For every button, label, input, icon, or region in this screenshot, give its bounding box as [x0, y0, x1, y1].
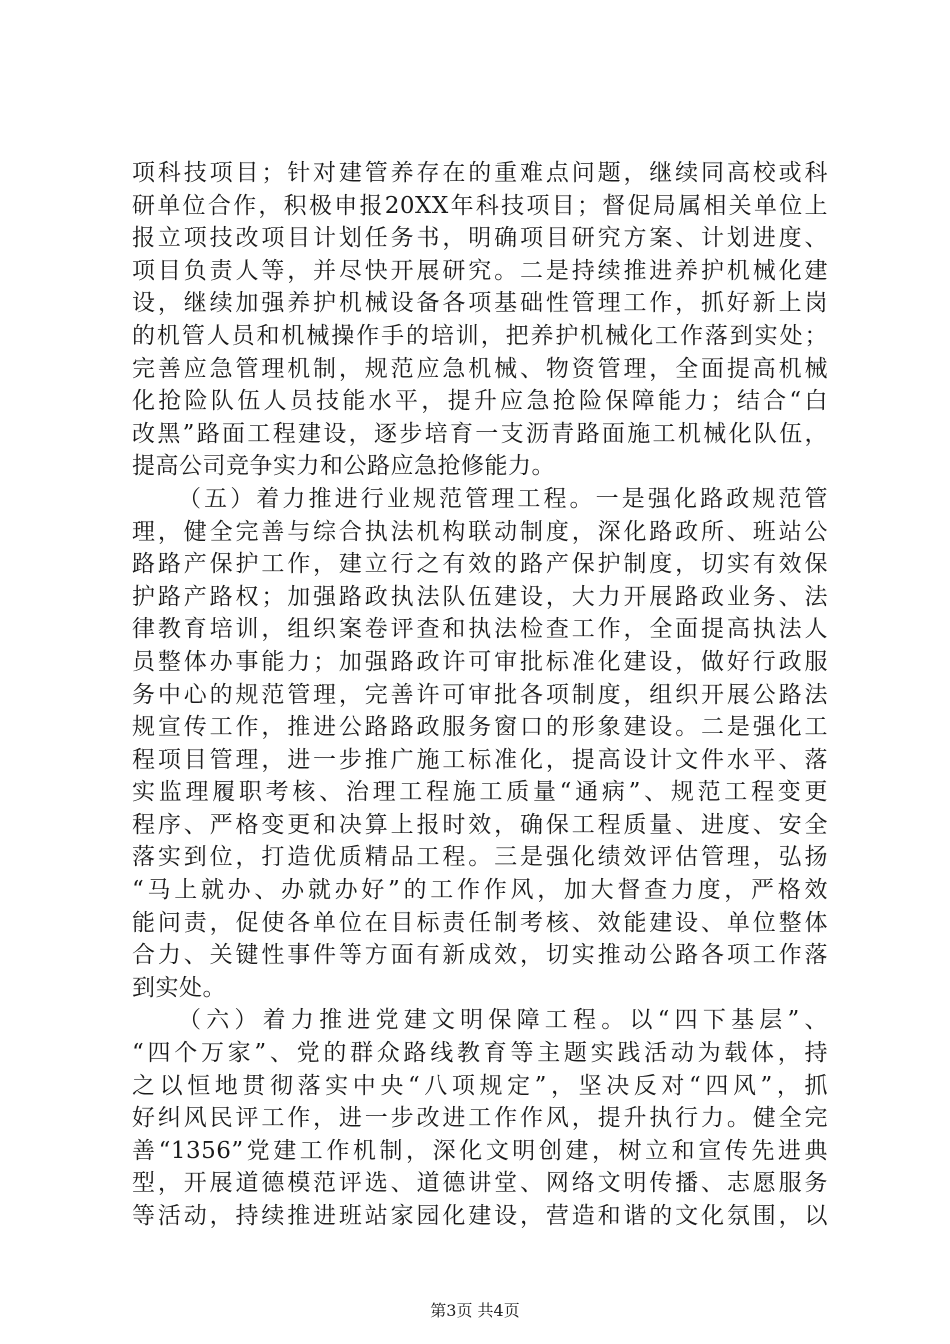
text-line: “马上就办、办就办好”的工作作风，加大督查力度，严格效 — [132, 877, 828, 904]
text-line: 等活动，持续推进班站家园化建设，营造和谐的文化氛围，以 — [132, 1203, 828, 1229]
text-line: 项目负责人等，并尽快开展研究。二是持续推进养护机械化建 — [132, 257, 828, 284]
text-line: 善“1356”党建工作机制，深化文明创建，树立和宣传先进典 — [132, 1137, 828, 1164]
text-line: 理，健全完善与综合执法机构联动制度，深化路政所、班站公 — [132, 518, 828, 545]
text-line: 提高公司竞争实力和公路应急抢修能力。 — [132, 453, 555, 480]
text-line: 完善应急管理机制，规范应急机械、物资管理，全面提高机械 — [132, 355, 828, 382]
section-heading-line: （六）着力推进党建文明保障工程。以“四下基层”、 — [178, 1007, 828, 1034]
text-line: 合力、关键性事件等方面有新成效，切实推动公路各项工作落 — [132, 942, 828, 969]
text-line: 报立项技改项目计划任务书，明确项目研究方案、计划进度、 — [132, 225, 828, 252]
text-line: “四个万家”、党的群众路线教育等主题实践活动为载体，持 — [132, 1040, 828, 1067]
section-heading-line: （五）着力推进行业规范管理工程。一是强化路政规范管 — [178, 485, 828, 512]
text-line: 实监理履职考核、治理工程施工质量“通病”、规范工程变更 — [132, 779, 828, 806]
text-line: 路路产保护工作，建立行之有效的路产保护制度，切实有效保 — [132, 551, 828, 578]
text-line: 项科技项目；针对建管养存在的重难点问题，继续同高校或科 — [132, 160, 828, 186]
text-line: 改黑”路面工程建设，逐步培育一支沥青路面施工机械化队伍， — [132, 420, 828, 447]
text-line: 能问责，促使各单位在目标责任制考核、效能建设、单位整体 — [132, 909, 828, 936]
text-line: 务中心的规范管理，完善许可审批各项制度，组织开展公路法 — [132, 681, 828, 708]
text-line: 落实到位，打造优质精品工程。三是强化绩效评估管理，弘扬 — [132, 844, 828, 871]
text-line: 型，开展道德模范评选、道德讲堂、网络文明传播、志愿服务 — [132, 1170, 828, 1197]
text-line: 研单位合作，积极申报20XX年科技项目；督促局属相关单位上 — [132, 192, 828, 219]
text-line: 律教育培训，组织案卷评查和执法检查工作，全面提高执法人 — [132, 616, 828, 643]
page-number-footer: 第3页 共4页 — [430, 1301, 520, 1320]
body-text — [132, 157, 828, 1233]
text-line: 护路产路权；加强路政执法队伍建设，大力开展路政业务、法 — [132, 583, 828, 610]
text-line: 程项目管理，进一步推广施工标准化，提高设计文件水平、落 — [132, 746, 828, 773]
text-line: 好纠风民评工作，进一步改进工作作风，提升执行力。健全完 — [132, 1105, 828, 1132]
text-line: 程序、严格变更和决算上报时效，确保工程质量、进度、安全 — [132, 811, 828, 838]
text-line: 到实处。 — [132, 974, 226, 1001]
text-line: 设，继续加强养护机械设备各项基础性管理工作，抓好新上岗 — [132, 290, 828, 317]
text-line: 规宣传工作，推进公路路政服务窗口的形象建设。二是强化工 — [132, 714, 828, 741]
text-line: 员整体办事能力；加强路政许可审批标准化建设，做好行政服 — [132, 648, 828, 675]
text-line: 之以恒地贯彻落实中央“八项规定”，坚决反对“四风”，抓 — [132, 1072, 828, 1099]
text-line: 化抢险队伍人员技能水平，提升应急抢险保障能力；结合“白 — [132, 388, 828, 415]
text-line: 的机管人员和机械操作手的培训，把养护机械化工作落到实处； — [132, 322, 828, 349]
